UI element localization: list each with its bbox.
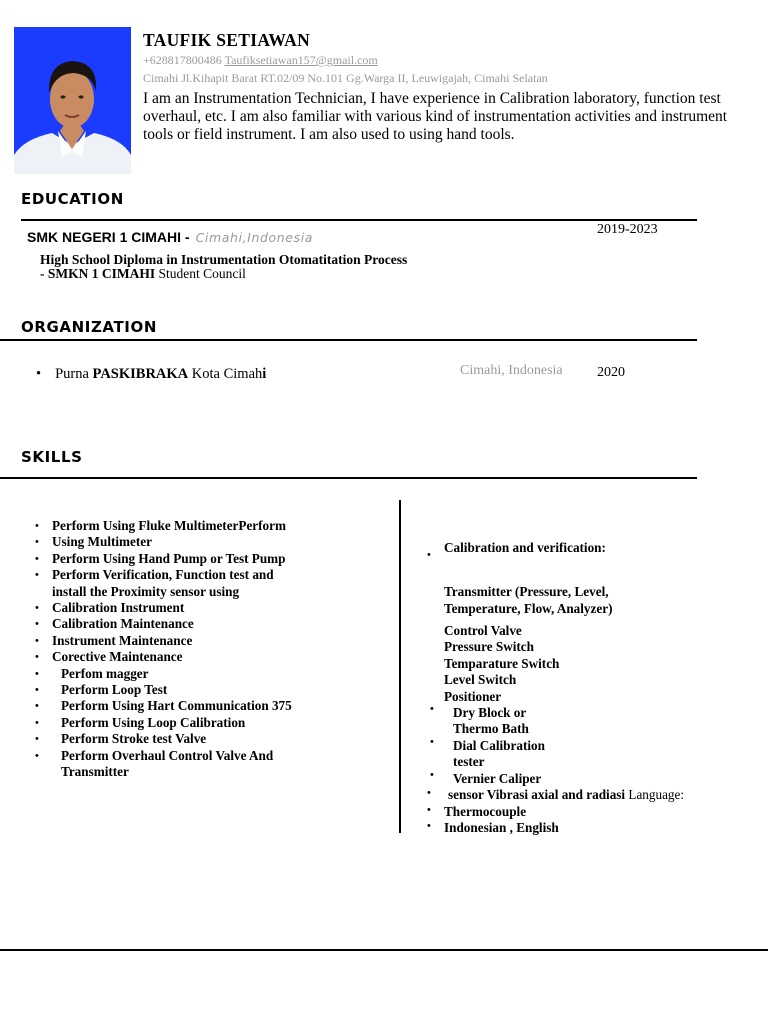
organization-year: 2020 bbox=[597, 365, 625, 380]
skill-item bbox=[35, 534, 342, 550]
skill-item bbox=[52, 764, 342, 780]
skill-item bbox=[35, 567, 342, 583]
bullet-icon: • bbox=[35, 749, 39, 762]
bullet-icon: • bbox=[35, 684, 39, 697]
skill-item bbox=[35, 649, 342, 665]
skills-divider bbox=[0, 477, 697, 479]
skill-text: Perform Stroke test Valve bbox=[61, 731, 207, 747]
skill-text: Transmitter bbox=[61, 764, 129, 780]
skill-control-valve: Control Valve bbox=[444, 623, 522, 638]
bullet-icon: • bbox=[427, 787, 431, 799]
email-link[interactable]: Taufiksetiawan157@gmail.com bbox=[224, 53, 378, 67]
bullet-icon: • bbox=[35, 700, 39, 713]
contact-line bbox=[143, 53, 378, 68]
bullet-icon: • bbox=[35, 536, 39, 549]
skill-calibration: Calibration and verification: bbox=[444, 540, 606, 555]
bullet-icon: • bbox=[427, 549, 431, 561]
skill-dial-1: Dial Calibration bbox=[453, 738, 545, 753]
organization-divider bbox=[0, 339, 697, 341]
bullet-icon: • bbox=[35, 618, 39, 631]
skill-item bbox=[52, 584, 342, 600]
organization-heading: ORGANIZATION bbox=[21, 318, 157, 336]
skill-item bbox=[35, 616, 342, 632]
profile-summary: I am an Instrumentation Technician, I have experience in Calibration laboratory, function test overhaul, etc. I am also familiar with various kind of instrumentation activities and instrument tools or field instrument. I am also used to using hand tools. bbox=[143, 90, 728, 143]
skill-text: Corective Maintenance bbox=[52, 649, 183, 665]
skill-item bbox=[35, 632, 342, 649]
bullet-icon: • bbox=[430, 736, 434, 748]
organization-location: Cimahi, Indonesia bbox=[460, 363, 563, 378]
skill-text: Calibration Maintenance bbox=[52, 616, 194, 632]
education-heading: EDUCATION bbox=[21, 190, 124, 208]
skill-item bbox=[35, 747, 342, 764]
skills-column-divider bbox=[399, 500, 401, 833]
bullet-icon: • bbox=[35, 569, 39, 582]
org-prefix: Purna bbox=[55, 366, 93, 382]
skill-text: Perform Using Hart Communication 375 bbox=[61, 698, 292, 714]
bullet-icon: • bbox=[35, 716, 39, 729]
language-label: Language: bbox=[628, 787, 685, 802]
bullet-icon: • bbox=[36, 366, 42, 382]
languages: Indonesian , English bbox=[444, 820, 559, 835]
skill-text: Perform Using Loop Calibration bbox=[61, 714, 246, 730]
skill-sensor bbox=[448, 787, 684, 803]
skill-temp-switch: Temparature Switch bbox=[444, 656, 560, 671]
skill-item bbox=[35, 665, 342, 682]
candidate-name: TAUFIK SETIAWAN bbox=[143, 30, 311, 50]
bullet-icon: • bbox=[427, 820, 431, 832]
skill-text: Using Multimeter bbox=[52, 534, 152, 550]
org-name: PASKIBRAKA bbox=[92, 366, 189, 382]
skill-item bbox=[35, 600, 342, 616]
bullet-icon: • bbox=[35, 520, 39, 532]
skill-item bbox=[35, 518, 342, 534]
skills-heading: SKILLS bbox=[21, 448, 83, 466]
org-city-end: i bbox=[262, 366, 267, 382]
skill-item bbox=[35, 550, 342, 567]
profile-photo bbox=[14, 27, 131, 174]
skill-transmitter-1: Transmitter (Pressure, Level, bbox=[444, 584, 609, 599]
bullet-icon: • bbox=[35, 634, 39, 647]
education-activity bbox=[40, 266, 246, 282]
school-name: SMK NEGERI 1 CIMAHI - bbox=[27, 229, 190, 245]
skill-positioner: Positioner bbox=[444, 689, 502, 704]
education-divider bbox=[21, 219, 697, 221]
skill-transmitter-2: Temperature, Flow, Analyzer) bbox=[444, 601, 613, 616]
skill-item bbox=[35, 714, 342, 731]
skill-dry-block-1: Dry Block or bbox=[453, 705, 527, 720]
address: Cimahi Jl.Kihapit Barat RT.02/09 No.101 Gg.Warga II, Leuwigajah, Cimahi Selatan bbox=[143, 71, 548, 85]
education-school bbox=[27, 229, 313, 245]
skill-dial-2: tester bbox=[453, 754, 485, 769]
bullet-icon: • bbox=[430, 769, 434, 781]
phone-number: +628817800486 bbox=[143, 53, 222, 67]
education-degree: High School Diploma in Instrumentation Otomatitation Process bbox=[40, 252, 408, 267]
skill-text: Calibration Instrument bbox=[52, 600, 185, 616]
skill-text: Perform Using Hand Pump or Test Pump bbox=[52, 550, 286, 566]
skill-text: Perform Overhaul Control Valve And bbox=[61, 747, 274, 763]
profile-photo-illustration bbox=[14, 27, 131, 174]
skill-text: install the Proximity sensor using bbox=[52, 583, 240, 599]
bullet-icon: • bbox=[35, 651, 39, 664]
school-location: Cimahi,Indonesia bbox=[195, 230, 314, 245]
skill-text: Instrument Maintenance bbox=[52, 632, 193, 648]
org-city: Kota Cimah bbox=[188, 366, 263, 382]
skill-text: Perform Using Fluke MultimeterPerform bbox=[52, 518, 286, 533]
footer-divider bbox=[0, 949, 768, 951]
bullet-icon: • bbox=[430, 703, 434, 715]
education-years: 2019-2023 bbox=[597, 222, 658, 237]
skills-left-list bbox=[35, 518, 342, 781]
education-council: Student Council bbox=[155, 266, 246, 281]
skill-pressure-switch: Pressure Switch bbox=[444, 639, 534, 654]
skill-text: Perform Loop Test bbox=[61, 682, 168, 698]
skill-item bbox=[35, 698, 342, 714]
bullet-icon: • bbox=[35, 552, 39, 565]
skill-item bbox=[35, 731, 342, 747]
skill-sensor-text: sensor Vibrasi axial and radiasi bbox=[448, 787, 629, 802]
bullet-icon: • bbox=[35, 667, 39, 680]
skill-vernier: Vernier Caliper bbox=[453, 771, 542, 786]
organization-item bbox=[36, 366, 266, 383]
skill-item bbox=[35, 682, 342, 698]
skill-level-switch: Level Switch bbox=[444, 672, 517, 687]
bullet-icon: • bbox=[35, 602, 39, 615]
skill-thermocouple: Thermocouple bbox=[444, 804, 527, 819]
education-school-short: - SMKN 1 CIMAHI bbox=[40, 266, 156, 281]
skill-text: Perfom magger bbox=[61, 665, 149, 681]
bullet-icon: • bbox=[427, 804, 431, 816]
skill-dry-block-2: Thermo Bath bbox=[453, 721, 529, 736]
bullet-icon: • bbox=[35, 733, 39, 746]
skill-text: Perform Verification, Function test and bbox=[52, 567, 274, 583]
